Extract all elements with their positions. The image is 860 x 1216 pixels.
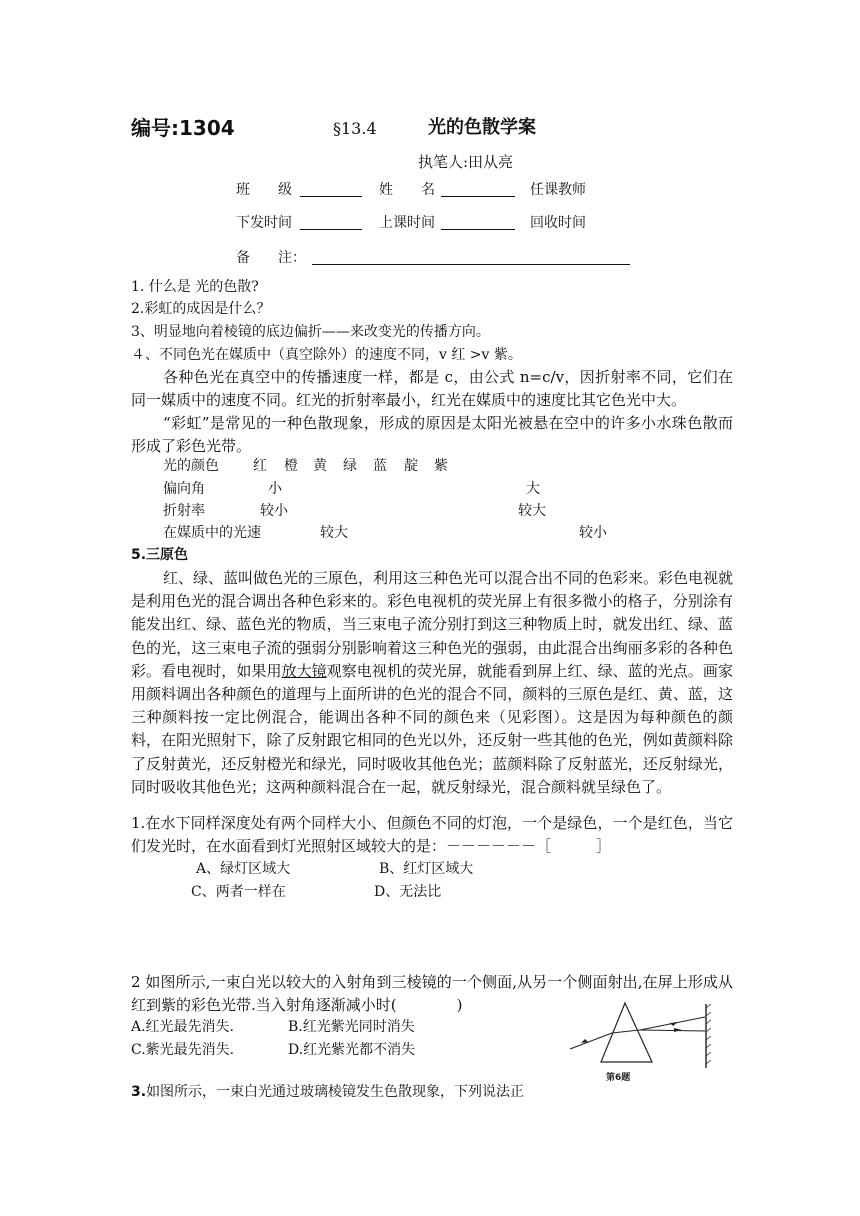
rainbow-paragraph: “彩虹”是常见的一种色散现象，形成的原因是太阳光被悬在空中的许多小水珠色散而形成了彩色光带。 — [131, 414, 733, 456]
name-field[interactable] — [441, 182, 515, 201]
primary-colors-paragraph — [131, 567, 733, 799]
exercise-1-stem: 1.在水下同样深度处有两个同样大小、但颜色不同的灯泡，一个是绿色，一个是红色，当它们发光时，在水面看到灯光照射区域较大的是：－－－－－－［ ］ — [131, 814, 733, 856]
prism-figure — [560, 1000, 720, 1084]
exercise-2-stem: 2 如图所示,一束白光以较大的入射角到三棱镜的一个侧面,从另一个侧面射出,在屏上形成从红到紫的彩色光带.当入射角逐渐减小时( ) — [131, 973, 733, 1015]
class-field[interactable] — [300, 182, 362, 201]
question-4: ４、不同色光在媒质中（真空除外）的速度不同，v 红 >v 紫。 — [131, 347, 522, 363]
exercise-2-option-a[interactable]: A.红光最先消失. — [131, 1019, 235, 1035]
color-blue: 蓝 — [373, 458, 387, 474]
speed-high: 较大 — [320, 525, 348, 541]
issue-time-field[interactable] — [300, 215, 362, 234]
color-green: 绿 — [343, 458, 357, 474]
collect-time-label: 回收时间 — [530, 215, 586, 231]
exercise-1-option-d[interactable]: D、无法比 — [374, 884, 442, 900]
color-yellow: 黄 — [313, 458, 327, 474]
exercise-3-text: 如图所示，一束白光通过玻璃棱镜发生色散现象，下列说法正 — [146, 1084, 525, 1100]
index-low: 较小 — [260, 503, 288, 519]
row-speed-label: 在媒质中的光速 — [163, 525, 261, 541]
exercise-2-option-b[interactable]: B.红光紫光同时消失 — [288, 1019, 415, 1035]
remark-label: 备 注： — [236, 250, 306, 266]
name-label: 姓 名 — [379, 182, 435, 198]
exercise-1-option-c[interactable]: C、两者一样在 — [191, 884, 286, 900]
emergent-ray-bottom — [640, 1030, 705, 1031]
row-color-label: 光的颜色 — [163, 458, 219, 474]
color-violet: 紫 — [434, 458, 448, 474]
emergent-arrow-top — [670, 1022, 678, 1026]
issue-time-label: 下发时间 — [236, 215, 292, 231]
exercise-2-option-c[interactable]: C.紫光最先消失. — [131, 1042, 235, 1058]
color-orange: 橙 — [284, 458, 298, 474]
deviation-low: 小 — [268, 481, 282, 497]
prism-shape — [601, 1003, 652, 1062]
color-indigo: 靛 — [404, 458, 418, 474]
index-high: 较大 — [518, 503, 546, 519]
question-3: 3、明显地向着棱镜的底边偏折——来改变光的传播方向。 — [131, 324, 490, 340]
class-label: 班 级 — [236, 182, 292, 198]
exercise-3-stem — [131, 1082, 524, 1102]
magnifier-link[interactable]: 放大镜 — [281, 661, 327, 680]
screen-hatching — [706, 1004, 711, 1064]
incident-ray — [570, 1033, 612, 1049]
internal-ray — [612, 1030, 640, 1033]
exercise-1-option-a[interactable]: A、绿灯区域大 — [196, 861, 291, 877]
color-red: 红 — [253, 458, 267, 474]
deviation-high: 大 — [526, 481, 540, 497]
author-line: 执笔人:田从亮 — [418, 153, 514, 171]
primary-colors-heading: 5.三原色 — [131, 547, 189, 563]
exercise-2-option-d[interactable]: D.红光紫光都不消失 — [288, 1042, 416, 1058]
primary-colors-text-1: 红、绿、蓝叫做色光的三原色，利用这三种色光可以混合出不同的色彩来。彩色电视就是利用色光的混合调出各种色彩来的。彩色电视机的荧光屏上有很多微小的格子，分别涂有能发出红、绿、蓝色光的物质，当三束电子流分别打到这三种物质上时，就发出红、绿、蓝色的光，这三束电子流的强弱分别影响着这三种色光的强弱，由此混合出绚丽多彩的各种色彩。看电视时，如果用 — [131, 569, 734, 680]
row-index-label: 折射率 — [163, 503, 205, 519]
teacher-label: 任课教师 — [530, 182, 586, 198]
lesson-time-field[interactable] — [441, 215, 515, 234]
prism-diagram — [560, 1000, 720, 1084]
speed-low: 较小 — [579, 525, 607, 541]
exercise-1-option-b[interactable]: B、红灯区域大 — [379, 861, 474, 877]
figure-caption: 第6题 — [606, 1073, 631, 1083]
speed-paragraph: 各种色光在真空中的传播速度一样，都是 c，由公式 n=c/v，因折射率不同，它们在同一媒质中的速度不同。红光的折射率最小，红光在媒质中的速度比其它色光中大。 — [131, 368, 733, 410]
row-deviation-label: 偏向角 — [163, 481, 205, 497]
section-number: §13.4 — [333, 119, 377, 138]
remark-field[interactable] — [312, 250, 630, 269]
document-number: 编号:1304 — [131, 116, 235, 140]
emergent-arrow-bottom — [674, 1028, 682, 1032]
lesson-time-label: 上课时间 — [379, 215, 435, 231]
question-1: 1. 什么是 光的色散? — [131, 279, 259, 295]
exercise-3-number: 3. — [131, 1084, 147, 1100]
page-title: 光的色散学案 — [428, 117, 536, 138]
question-2: 2.彩虹的成因是什么？ — [131, 301, 271, 317]
primary-colors-text-2: 观察电视机的荧光屏，就能看到屏上红、绿、蓝的光点。画家用颜料调出各种颜色的道理与上面所讲的色光的混合不同，颜料的三原色是红、黄、蓝，这三种颜料按一定比例混合，能调出各种不同的颜色来（见彩图）。这是因为每种颜色的颜料，在阳光照射下，除了反射跟它相同的色光以外，还反射一些其他的色光，例如黄颜料除了反射黄光，还反射橙光和绿光，同时吸收其他色光；蓝颜料除了反射蓝光，还反射绿光，同时吸收其他色光；这两种颜料混合在一起，就反射绿光，混合颜料就呈绿色了。 — [131, 661, 733, 796]
